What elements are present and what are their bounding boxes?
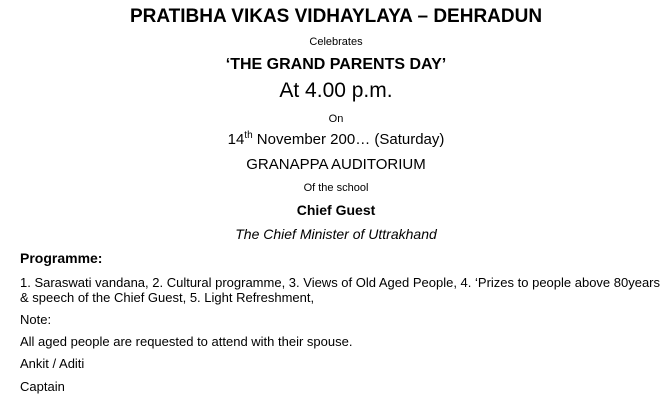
note-text: All aged people are requested to attend with their spouse. bbox=[20, 334, 353, 349]
date-day: 14 bbox=[227, 131, 245, 148]
event-time: At 4.00 p.m. bbox=[279, 79, 393, 102]
school-name: PRATIBHA VIKAS VIDHAYLAYA – DEHRADUN bbox=[129, 6, 543, 27]
note-heading: Note: bbox=[20, 312, 52, 327]
organisers: Ankit / Aditi bbox=[20, 356, 85, 371]
celebrates-text: Celebrates bbox=[309, 36, 363, 48]
on-text: On bbox=[328, 113, 344, 125]
venue: GRANAPPA AUDITORIUM bbox=[246, 156, 426, 173]
of-school-text: Of the school bbox=[303, 182, 369, 194]
chief-guest-label: Chief Guest bbox=[296, 202, 376, 218]
date-suffix: th bbox=[244, 130, 253, 141]
event-title: ‘THE GRAND PARENTS DAY’ bbox=[225, 56, 447, 73]
programme-list: 1. Saraswati vandana, 2. Cultural programme, 3. Views of Old Aged People, 4. ‘Prizes to people above 80years & speech of the Chief Guest, 5. Light Refreshment, bbox=[20, 275, 661, 305]
chief-guest-name: The Chief Minister of Uttrakhand bbox=[235, 226, 437, 242]
date-rest: November 200… (Saturday) bbox=[252, 131, 445, 148]
organiser-role: Captain bbox=[20, 379, 65, 394]
event-date bbox=[0, 131, 672, 148]
programme-heading: Programme: bbox=[20, 250, 103, 266]
